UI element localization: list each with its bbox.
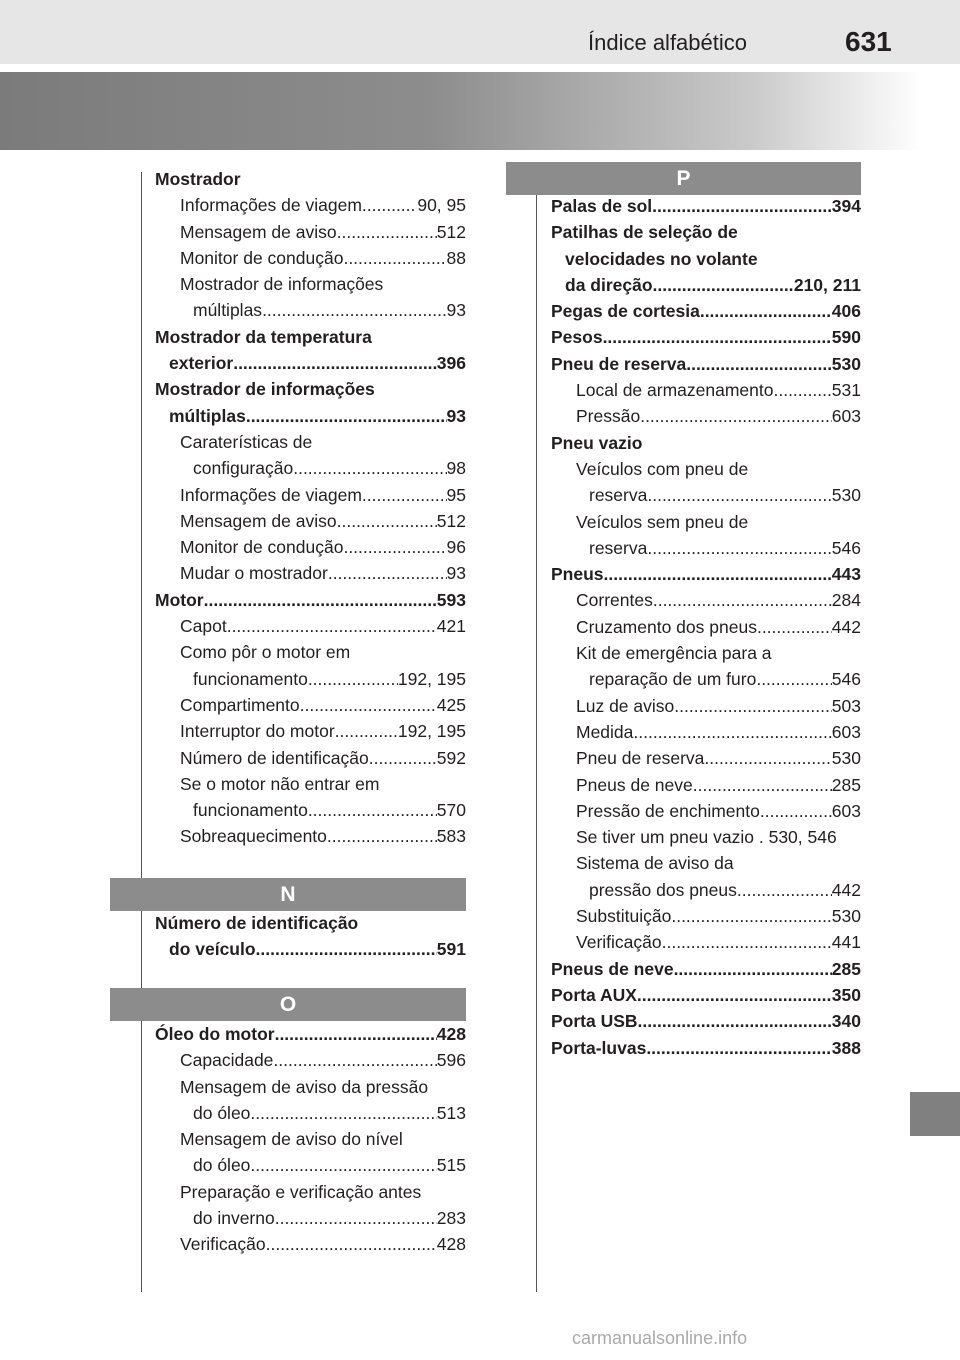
index-entry	[551, 482, 861, 508]
page-ref: 285	[831, 958, 861, 979]
entry-label: Compartimento	[180, 694, 300, 715]
entry-label: Capot	[180, 616, 227, 637]
page-ref: 530	[831, 748, 861, 769]
chapter-side-tab	[910, 1092, 960, 1136]
index-entry	[155, 1205, 466, 1231]
page-ref: 512	[436, 221, 466, 242]
leader-dots	[233, 350, 437, 376]
index-entry	[551, 324, 861, 350]
page-ref: 593	[436, 589, 466, 610]
leader-dots	[250, 1152, 436, 1178]
leader-dots	[369, 745, 437, 771]
entry-label: Verificação	[180, 1234, 266, 1255]
page-ref: 442	[831, 616, 861, 637]
index-entry	[155, 350, 466, 376]
leader-dots	[686, 351, 832, 377]
entry-label: Substituição	[576, 906, 672, 927]
index-entry: Número de identificação	[155, 913, 359, 933]
leader-dots	[640, 403, 832, 429]
leader-dots	[693, 772, 832, 798]
page-ref: 570	[436, 800, 466, 821]
page-ref: 546	[831, 537, 861, 558]
page-ref: 88	[446, 247, 466, 268]
page-ref: 583	[436, 826, 466, 847]
leader-dots	[653, 272, 794, 298]
index-column-right	[551, 193, 861, 1061]
entry-label: do óleo	[193, 1102, 251, 1123]
index-entry	[155, 666, 466, 692]
page-ref: 350	[831, 984, 861, 1005]
index-entry: Se tiver um pneu vazio . 530, 546	[576, 827, 837, 848]
leader-dots	[273, 1047, 436, 1073]
index-entry: Mensagem de aviso da pressão	[180, 1076, 429, 1097]
entry-label: Pneu de reserva	[576, 748, 705, 769]
leader-dots	[674, 693, 832, 719]
entry-label: múltiplas	[193, 300, 263, 321]
page-ref: 421	[436, 616, 466, 637]
entry-label: Porta USB	[551, 1011, 638, 1032]
page-ref: 515	[436, 1155, 466, 1176]
leader-dots	[362, 482, 447, 508]
page-ref: 406	[831, 301, 861, 322]
page-ref: 530	[831, 353, 861, 374]
page-ref: 93	[446, 300, 466, 321]
index-entry: Caraterísticas de	[180, 431, 313, 452]
leader-dots	[647, 482, 831, 508]
leader-dots	[662, 929, 832, 955]
index-entry	[155, 560, 466, 586]
index-entry	[155, 587, 466, 613]
entry-label: Mensagem de aviso	[180, 221, 337, 242]
entry-label: Pneu de reserva	[551, 353, 687, 374]
section-header-o: O	[110, 988, 466, 1021]
page-ref: 603	[831, 800, 861, 821]
leader-dots	[246, 403, 447, 429]
index-entry: Patilhas de seleção de	[551, 222, 738, 243]
index-entry: Kit de emergência para a	[576, 643, 772, 664]
entry-label: configuração	[193, 458, 294, 479]
index-entry	[551, 351, 861, 377]
index-entry	[155, 823, 466, 849]
page-ref: 603	[831, 721, 861, 742]
leader-dots	[275, 1205, 437, 1231]
leader-dots	[653, 587, 832, 613]
index-entry	[551, 561, 861, 587]
header-bar	[0, 0, 960, 64]
index-entry	[155, 1231, 466, 1257]
page-ref: 441	[831, 932, 861, 953]
page-ref: 512	[436, 510, 466, 531]
page-ref: 591	[436, 939, 466, 960]
index-entry	[551, 535, 861, 561]
index-entry	[551, 903, 861, 929]
leader-dots	[760, 798, 832, 824]
leader-dots	[604, 561, 832, 587]
entry-label: múltiplas	[169, 405, 246, 426]
page-ref: 285	[831, 774, 861, 795]
section-header-n: N	[110, 878, 466, 911]
leader-dots	[308, 666, 398, 692]
leader-dots	[250, 1100, 436, 1126]
index-entry: Pneu vazio	[551, 432, 643, 453]
entry-label: funcionamento	[193, 800, 308, 821]
index-entry	[155, 692, 466, 718]
entry-label: Pneus de neve	[576, 774, 693, 795]
page-ref: 192, 195	[397, 668, 466, 689]
entry-label: Local de armazenamento	[576, 380, 774, 401]
leader-dots	[337, 508, 437, 534]
entry-label: Pneus	[551, 564, 604, 585]
page-ref: 394	[831, 196, 861, 216]
entry-label: Pneus de neve	[551, 958, 674, 979]
entry-label: reserva	[589, 537, 648, 558]
index-entry	[551, 929, 861, 955]
index-entry	[551, 982, 861, 1008]
entry-label: reparação de um furo	[589, 669, 757, 690]
index-entry	[551, 666, 861, 692]
index-entry	[155, 482, 466, 508]
index-entry	[551, 614, 861, 640]
leader-dots	[308, 797, 437, 823]
page-ref: 596	[436, 1050, 466, 1071]
entry-label: Sobreaquecimento	[180, 826, 327, 847]
leader-dots	[327, 823, 437, 849]
index-entry	[155, 1021, 466, 1047]
index-entry: Mostrador	[155, 169, 241, 189]
index-entry: Como pôr o motor em	[180, 642, 351, 663]
entry-label: Óleo do motor	[155, 1024, 275, 1044]
index-entry	[551, 772, 861, 798]
entry-label: Mensagem de aviso	[180, 510, 337, 531]
index-entry	[155, 718, 466, 744]
leader-dots	[700, 298, 832, 324]
leader-dots	[637, 982, 832, 1008]
index-entry	[551, 272, 861, 298]
page-ref: 442	[831, 879, 861, 900]
page-ref: 428	[436, 1234, 466, 1255]
index-entry: Mostrador de informações	[155, 379, 375, 400]
page-ref: 93	[446, 563, 466, 584]
page-number: 631	[845, 26, 892, 57]
index-entry	[155, 508, 466, 534]
page-ref: 93	[446, 405, 466, 426]
index-entry	[551, 719, 861, 745]
index-entry: Mostrador de informações	[180, 274, 384, 295]
entry-label: Mudar o mostrador	[180, 563, 328, 584]
page-title: Índice alfabético	[588, 30, 747, 55]
page-ref: 90, 95	[417, 195, 466, 216]
index-entry: Preparação e verificação antes	[180, 1181, 422, 1202]
entry-label: Luz de aviso	[576, 695, 675, 716]
page-ref: 513	[436, 1102, 466, 1123]
page-ref: 396	[436, 353, 466, 374]
page-ref: 96	[446, 537, 466, 558]
leader-dots	[671, 903, 831, 929]
entry-label: da direção	[565, 274, 653, 295]
page-ref: 98	[446, 458, 466, 479]
index-entry: Mostrador da temperatura	[155, 326, 372, 347]
entry-label: Capacidade	[180, 1050, 274, 1071]
entry-label: funcionamento	[193, 668, 308, 689]
entry-label: Número de identificação	[180, 747, 369, 768]
entry-label: Motor	[155, 589, 204, 610]
index-entry	[551, 956, 861, 982]
column-divider-right	[536, 192, 537, 1292]
entry-label: Cruzamento dos pneus	[576, 616, 757, 637]
entry-label: Interruptor do motor	[180, 721, 335, 742]
index-entry: Sistema de aviso da	[576, 853, 734, 874]
leader-dots	[275, 1021, 437, 1047]
page-ref: 388	[831, 1037, 861, 1058]
index-entry	[551, 877, 861, 903]
leader-dots	[633, 719, 831, 745]
index-entry: Se o motor não entrar em	[180, 773, 380, 794]
leader-dots	[757, 614, 832, 640]
index-entry	[551, 587, 861, 613]
section-header-p: P	[506, 162, 861, 195]
page-ref: 192, 195	[397, 721, 466, 742]
leader-dots	[737, 877, 832, 903]
index-column-left-n	[155, 910, 466, 963]
page-ref: 95	[446, 484, 466, 505]
index-entry	[551, 745, 861, 771]
leader-dots	[646, 1035, 831, 1061]
leader-dots	[603, 324, 832, 350]
index-entry	[155, 613, 466, 639]
entry-label: Verificação	[576, 932, 662, 953]
index-entry	[155, 797, 466, 823]
leader-dots	[337, 219, 437, 245]
index-entry: velocidades no volante	[565, 248, 758, 269]
index-entry	[155, 1047, 466, 1073]
entry-label: Pegas de cortesia	[551, 301, 700, 322]
page-ref: 283	[436, 1208, 466, 1229]
watermark: carmanualsonline.info	[572, 1328, 748, 1348]
entry-label: Monitor de condução	[180, 537, 344, 558]
entry-label: Monitor de condução	[180, 247, 344, 268]
page-ref: 546	[831, 669, 861, 690]
index-entry	[155, 534, 466, 560]
index-entry	[155, 219, 466, 245]
index-entry: Mensagem de aviso do nível	[180, 1129, 403, 1150]
index-entry	[551, 377, 861, 403]
index-entry	[551, 403, 861, 429]
page-ref: 210, 211	[793, 274, 861, 295]
leader-dots	[335, 718, 398, 744]
page-ref: 530	[831, 906, 861, 927]
header-gradient-band	[0, 72, 960, 150]
index-entry	[155, 745, 466, 771]
index-entry	[551, 1008, 861, 1034]
leader-dots	[647, 535, 831, 561]
page-ref: 590	[831, 327, 861, 348]
page-ref: 340	[831, 1011, 861, 1032]
page-ref: 603	[831, 406, 861, 427]
entry-label: do óleo	[193, 1155, 251, 1176]
index-entry	[551, 693, 861, 719]
leader-dots	[343, 245, 446, 271]
entry-label: Medida	[576, 721, 634, 742]
leader-dots	[227, 613, 437, 639]
leader-dots	[638, 1008, 832, 1034]
entry-label: Informações de viagem	[180, 195, 362, 216]
entry-label: Palas de sol	[551, 196, 653, 216]
index-entry	[155, 455, 466, 481]
leader-dots	[343, 534, 446, 560]
page-ref: 425	[436, 694, 466, 715]
entry-label: Porta-luvas	[551, 1037, 647, 1058]
leader-dots	[293, 455, 446, 481]
entry-label: Porta AUX	[551, 984, 637, 1005]
page-ref: 443	[831, 564, 861, 585]
index-entry	[155, 1152, 466, 1178]
index-entry	[155, 1100, 466, 1126]
entry-label: do veículo	[169, 939, 256, 960]
page-ref: 592	[436, 747, 466, 768]
entry-label: Informações de viagem	[180, 484, 362, 505]
entry-label: reserva	[589, 485, 648, 506]
leader-dots	[756, 666, 831, 692]
entry-label: Pressão de enchimento	[576, 800, 760, 821]
index-entry	[551, 798, 861, 824]
leader-dots	[256, 936, 437, 962]
index-entry	[155, 192, 466, 218]
leader-dots	[652, 193, 832, 219]
leader-dots	[773, 377, 831, 403]
index-entry	[551, 193, 861, 219]
page-ref: 503	[831, 695, 861, 716]
entry-label: exterior	[169, 353, 234, 374]
entry-label: Correntes	[576, 590, 653, 611]
index-entry	[155, 297, 466, 323]
index-entry	[551, 1035, 861, 1061]
entry-label: do inverno	[193, 1208, 275, 1229]
column-divider-left	[141, 172, 142, 1292]
leader-dots	[266, 1231, 437, 1257]
page-ref: 284	[831, 590, 861, 611]
index-entry	[155, 403, 466, 429]
index-column-left	[155, 166, 466, 850]
leader-dots	[362, 192, 417, 218]
leader-dots	[300, 692, 437, 718]
leader-dots	[262, 297, 446, 323]
index-entry	[155, 936, 466, 962]
entry-label: pressão dos pneus	[589, 879, 737, 900]
index-entry: Veículos com pneu de	[576, 458, 749, 479]
page-ref: 428	[436, 1024, 466, 1044]
index-entry: Veículos sem pneu de	[576, 511, 749, 532]
entry-label: Pesos	[551, 327, 603, 348]
index-column-left-o	[155, 1021, 466, 1258]
leader-dots	[674, 956, 832, 982]
page-ref: 530	[831, 485, 861, 506]
index-entry	[155, 245, 466, 271]
leader-dots	[704, 745, 831, 771]
index-entry	[551, 298, 861, 324]
leader-dots	[204, 587, 437, 613]
page-ref: 531	[831, 380, 861, 401]
entry-label: Pressão	[576, 406, 641, 427]
leader-dots	[328, 560, 447, 586]
